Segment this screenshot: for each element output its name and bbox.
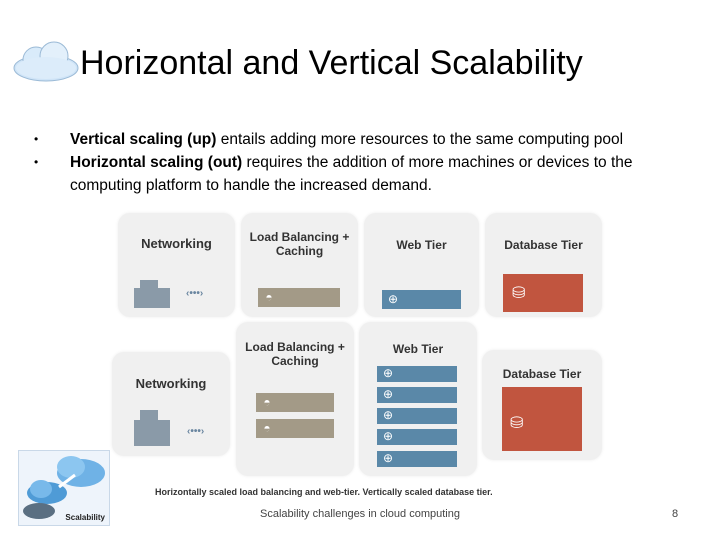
database-tier-card-top bbox=[485, 213, 602, 317]
page-number: 8 bbox=[671, 508, 679, 520]
web-tier-label: Web Tier bbox=[396, 238, 447, 252]
globe-icon: ⊕ bbox=[382, 429, 394, 443]
slide-title: Horizontal and Vertical Scalability bbox=[80, 44, 583, 82]
server-icon bbox=[134, 280, 170, 308]
globe-icon: ⊕ bbox=[382, 451, 394, 465]
lb-bar bbox=[258, 288, 340, 307]
diagram-caption: Horizontally scaled load balancing and web-tier. Vertically scaled database tier. bbox=[155, 487, 493, 497]
load-balancing-label: Load Balancing + Caching bbox=[249, 230, 350, 258]
bullet-bold-text: Vertical scaling (up) bbox=[70, 131, 217, 148]
web-bar bbox=[377, 451, 457, 467]
connection-arrow-icon: ‹•••› bbox=[186, 288, 204, 299]
lb-bar bbox=[256, 419, 334, 438]
slide-footer: Scalability challenges in cloud computing bbox=[260, 508, 460, 520]
globe-icon: ⊕ bbox=[382, 408, 394, 422]
database-tier-label: Database Tier bbox=[504, 238, 583, 252]
lb-bar bbox=[256, 393, 334, 412]
database-icon: ⛁ bbox=[510, 415, 524, 432]
bullet-bold-text: Horizontal scaling (out) bbox=[70, 154, 243, 171]
logo-label: Scalability bbox=[65, 513, 105, 522]
load-balancing-card-bottom bbox=[236, 322, 354, 476]
database-tier-card-bottom bbox=[482, 350, 602, 460]
web-bar bbox=[382, 290, 461, 309]
networking-card-top bbox=[118, 213, 235, 317]
web-tier-card-top bbox=[364, 213, 479, 317]
globe-icon: ⊕ bbox=[387, 292, 399, 306]
database-icon: ⛁ bbox=[512, 285, 526, 302]
globe-icon: ⊕ bbox=[382, 387, 394, 401]
networking-label: Networking bbox=[141, 236, 212, 251]
load-balancing-card-top bbox=[241, 213, 358, 317]
bullet-dot: • bbox=[34, 155, 39, 169]
gauge-icon: ◓ bbox=[265, 290, 273, 304]
web-bar bbox=[377, 366, 457, 382]
web-bar bbox=[377, 429, 457, 445]
bullet-text: entails adding more resources to the same computing pool bbox=[216, 131, 624, 148]
web-tier-label: Web Tier bbox=[392, 342, 444, 356]
database-block bbox=[502, 387, 582, 451]
cloud-icon bbox=[10, 40, 82, 84]
database-block bbox=[503, 274, 583, 312]
globe-icon: ⊕ bbox=[382, 366, 394, 380]
connection-arrow-icon: ‹•••› bbox=[187, 426, 205, 437]
bullet-text: requires the addition of more machines or devices to the computing platform to handle the increased demand. bbox=[70, 154, 633, 194]
web-tier-card-bottom bbox=[359, 322, 477, 476]
server-icon bbox=[134, 410, 170, 446]
networking-card-bottom bbox=[112, 352, 230, 456]
networking-label: Networking bbox=[135, 376, 207, 391]
load-balancing-label: Load Balancing + Caching bbox=[245, 340, 345, 368]
bullet-item bbox=[34, 151, 694, 197]
web-bar bbox=[377, 387, 457, 403]
gauge-icon: ◓ bbox=[263, 395, 271, 409]
scalability-logo bbox=[18, 450, 110, 526]
web-bar bbox=[377, 408, 457, 424]
database-tier-label: Database Tier bbox=[502, 367, 582, 381]
gauge-icon: ◓ bbox=[263, 421, 271, 435]
bullet-dot: • bbox=[34, 132, 39, 146]
bullet-list bbox=[34, 128, 694, 197]
bullet-item bbox=[34, 128, 694, 151]
